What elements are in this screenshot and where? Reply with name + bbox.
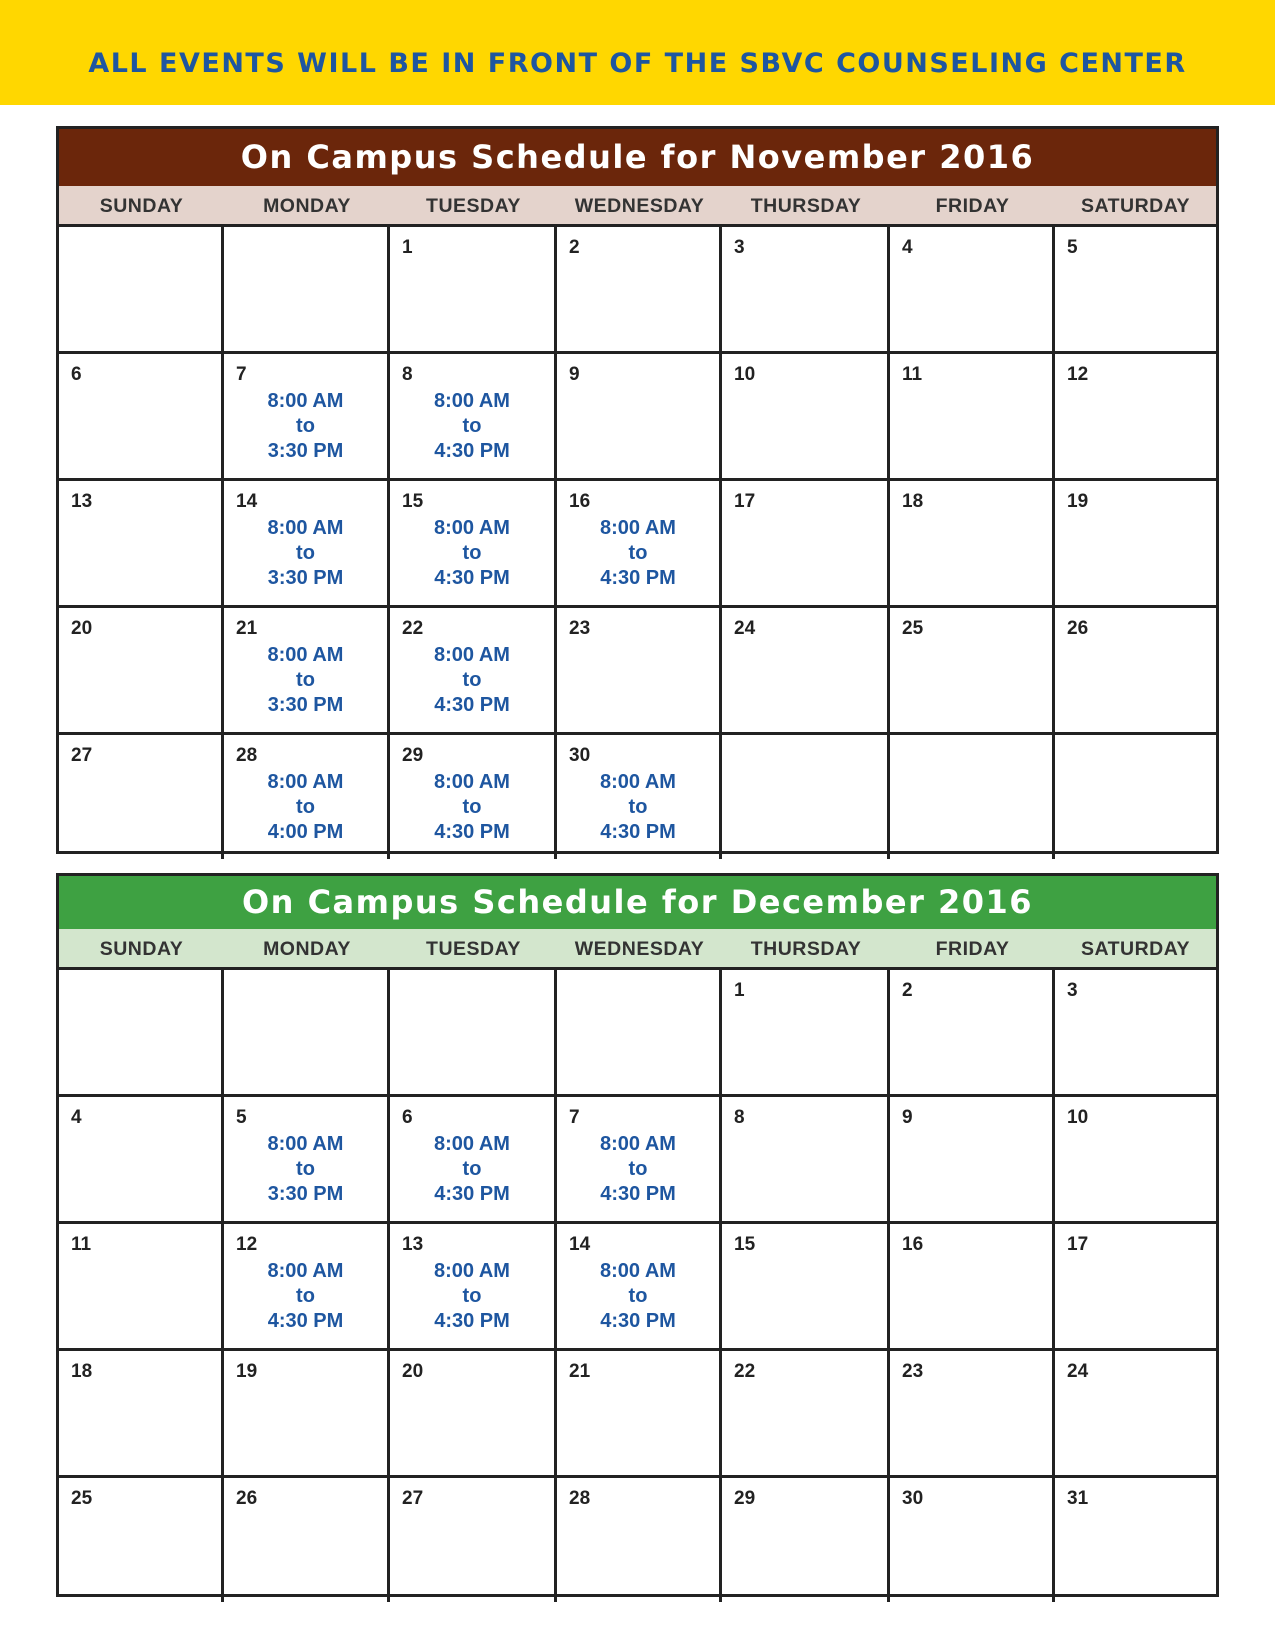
- event-time-start: 8:00 AM: [600, 1260, 676, 1282]
- day-cell: [890, 1478, 1055, 1602]
- day-cell: [1055, 735, 1216, 859]
- top-banner: [0, 0, 1275, 105]
- day-cell: [557, 735, 722, 859]
- day-cell: [390, 354, 557, 478]
- day-cell: [557, 608, 722, 732]
- event-time-end: 4:00 PM: [267, 821, 344, 843]
- date-number: 6: [71, 364, 82, 385]
- day-cell: [890, 735, 1055, 859]
- day-cell: [890, 608, 1055, 732]
- event-time-sep: to: [296, 542, 315, 564]
- date-number: 25: [71, 1488, 93, 1509]
- event-time-start: 8:00 AM: [434, 771, 510, 793]
- day-cell: [59, 970, 224, 1094]
- date-number: 9: [902, 1107, 913, 1128]
- day-cell: [59, 227, 224, 351]
- calendar-december: [56, 873, 1219, 1597]
- date-number: 26: [1067, 618, 1089, 639]
- day-cell: [890, 1224, 1055, 1348]
- date-number: 3: [1067, 980, 1078, 1001]
- event-time: [224, 516, 387, 591]
- day-cell: [722, 1097, 890, 1221]
- date-number: 26: [236, 1488, 258, 1509]
- event-time-start: 8:00 AM: [600, 1133, 676, 1155]
- day-cell: [224, 354, 390, 478]
- day-cell: [1055, 1097, 1216, 1221]
- date-number: 5: [1067, 237, 1078, 258]
- event-time-end: 4:30 PM: [434, 567, 510, 589]
- date-number: 14: [569, 1234, 591, 1255]
- weekday-label: SATURDAY: [1080, 195, 1191, 217]
- day-cell: [722, 735, 890, 859]
- date-number: 16: [569, 491, 591, 512]
- day-cell: [722, 481, 890, 605]
- date-number: 8: [402, 364, 413, 385]
- event-time: [557, 516, 719, 591]
- date-number: 29: [734, 1488, 756, 1509]
- day-cell: [557, 1224, 722, 1348]
- day-cell: [224, 1224, 390, 1348]
- day-cell: [59, 1351, 224, 1475]
- day-cell: [890, 354, 1055, 478]
- day-cell: [224, 227, 390, 351]
- date-number: 29: [402, 745, 424, 766]
- banner-text: ALL EVENTS WILL BE IN FRONT OF THE SBVC COUNSELING CENTER: [88, 48, 1187, 79]
- event-time-sep: to: [296, 669, 315, 691]
- calendar-grid: [59, 227, 1216, 859]
- date-number: 4: [902, 237, 913, 258]
- day-cell: [1055, 1224, 1216, 1348]
- date-number: 10: [1067, 1107, 1089, 1128]
- event-time-end: 4:30 PM: [434, 821, 510, 843]
- event-time-end: 3:30 PM: [267, 1183, 344, 1205]
- event-time: [224, 1259, 387, 1334]
- event-time-sep: to: [296, 796, 315, 818]
- event-time-start: 8:00 AM: [267, 1260, 344, 1282]
- day-cell: [557, 354, 722, 478]
- event-time-sep: to: [296, 1158, 315, 1180]
- day-cell: [390, 1097, 557, 1221]
- date-number: 22: [734, 1361, 756, 1382]
- date-number: 3: [734, 237, 745, 258]
- event-time-sep: to: [628, 796, 648, 818]
- day-cell: [59, 735, 224, 859]
- day-cell: [890, 227, 1055, 351]
- event-time-start: 8:00 AM: [600, 771, 676, 793]
- event-time-start: 8:00 AM: [434, 1133, 510, 1155]
- date-number: 25: [902, 618, 924, 639]
- event-time-start: 8:00 AM: [267, 390, 344, 412]
- week-row: [59, 1224, 1216, 1351]
- date-number: 17: [1067, 1234, 1089, 1255]
- date-number: 15: [402, 491, 424, 512]
- event-time-end: 4:30 PM: [267, 1310, 344, 1332]
- date-number: 11: [71, 1234, 92, 1255]
- day-cell: [59, 354, 224, 478]
- event-time-end: 4:30 PM: [600, 1183, 676, 1205]
- weekday-header-row: [59, 186, 1216, 227]
- day-cell: [557, 481, 722, 605]
- event-time-end: 3:30 PM: [267, 694, 344, 716]
- date-number: 12: [1067, 364, 1089, 385]
- date-number: 28: [569, 1488, 591, 1509]
- event-time-sep: to: [462, 415, 482, 437]
- date-number: 10: [734, 364, 756, 385]
- date-number: 24: [734, 618, 756, 639]
- day-cell: [722, 354, 890, 478]
- day-cell: [390, 608, 557, 732]
- date-number: 21: [236, 618, 258, 639]
- date-number: 24: [1067, 1361, 1089, 1382]
- day-cell: [890, 1351, 1055, 1475]
- event-time-start: 8:00 AM: [267, 771, 344, 793]
- weekday-label: SUNDAY: [99, 195, 184, 217]
- day-cell: [722, 970, 890, 1094]
- date-number: 31: [1067, 1488, 1089, 1509]
- day-cell: [390, 1351, 557, 1475]
- event-time-sep: to: [462, 1285, 482, 1307]
- event-time: [557, 770, 719, 845]
- date-number: 22: [402, 618, 424, 639]
- weekday-label: MONDAY: [263, 938, 351, 960]
- event-time: [390, 1259, 554, 1334]
- date-number: 1: [734, 980, 745, 1001]
- event-time-start: 8:00 AM: [434, 390, 510, 412]
- date-number: 21: [569, 1361, 591, 1382]
- date-number: 20: [402, 1361, 424, 1382]
- weekday-label: TUESDAY: [426, 938, 521, 960]
- weekday-header-row: [59, 929, 1216, 970]
- event-time-sep: to: [462, 796, 482, 818]
- day-cell: [890, 1097, 1055, 1221]
- date-number: 20: [71, 618, 93, 639]
- day-cell: [722, 1351, 890, 1475]
- day-cell: [890, 970, 1055, 1094]
- day-cell: [1055, 608, 1216, 732]
- day-cell: [557, 1351, 722, 1475]
- event-time: [390, 389, 554, 464]
- event-time-sep: to: [462, 669, 482, 691]
- week-row: [59, 970, 1216, 1097]
- day-cell: [390, 481, 557, 605]
- date-number: 14: [236, 491, 258, 512]
- day-cell: [1055, 481, 1216, 605]
- day-cell: [59, 1478, 224, 1602]
- date-number: 7: [236, 364, 247, 385]
- event-time-end: 3:30 PM: [267, 567, 344, 589]
- date-number: 13: [71, 491, 93, 512]
- date-number: 13: [402, 1234, 424, 1255]
- week-row: [59, 354, 1216, 481]
- week-row: [59, 227, 1216, 354]
- event-time-sep: to: [628, 1158, 648, 1180]
- event-time-start: 8:00 AM: [434, 1260, 510, 1282]
- day-cell: [1055, 354, 1216, 478]
- day-cell: [224, 1097, 390, 1221]
- event-time: [224, 643, 387, 718]
- date-number: 2: [569, 237, 580, 258]
- date-number: 12: [236, 1234, 258, 1255]
- day-cell: [390, 970, 557, 1094]
- day-cell: [390, 1478, 557, 1602]
- weekday-label: SATURDAY: [1080, 938, 1191, 960]
- date-number: 17: [734, 491, 756, 512]
- date-number: 30: [569, 745, 591, 766]
- date-number: 23: [902, 1361, 924, 1382]
- day-cell: [557, 1478, 722, 1602]
- day-cell: [224, 1351, 390, 1475]
- date-number: 15: [734, 1234, 756, 1255]
- event-time-start: 8:00 AM: [267, 1133, 344, 1155]
- day-cell: [557, 227, 722, 351]
- day-cell: [59, 608, 224, 732]
- event-time-start: 8:00 AM: [600, 517, 676, 539]
- week-row: [59, 1478, 1216, 1602]
- day-cell: [557, 970, 722, 1094]
- date-number: 16: [902, 1234, 924, 1255]
- day-cell: [722, 1224, 890, 1348]
- event-time: [224, 1132, 387, 1207]
- date-number: 1: [402, 237, 413, 258]
- event-time: [390, 516, 554, 591]
- day-cell: [890, 481, 1055, 605]
- event-time-start: 8:00 AM: [434, 517, 510, 539]
- date-number: 11: [902, 364, 923, 385]
- date-number: 8: [734, 1107, 745, 1128]
- weekday-label: FRIDAY: [935, 938, 1010, 960]
- event-time: [390, 770, 554, 845]
- date-number: 23: [569, 618, 591, 639]
- date-number: 5: [236, 1107, 247, 1128]
- weekday-label: WEDNESDAY: [574, 195, 705, 217]
- day-cell: [722, 227, 890, 351]
- date-number: 18: [902, 491, 924, 512]
- day-cell: [1055, 1478, 1216, 1602]
- day-cell: [1055, 1351, 1216, 1475]
- date-number: 28: [236, 745, 258, 766]
- weekday-label: SUNDAY: [99, 938, 184, 960]
- date-number: 6: [402, 1107, 413, 1128]
- calendar-november: [56, 126, 1219, 854]
- event-time: [390, 643, 554, 718]
- event-time: [557, 1132, 719, 1207]
- day-cell: [59, 1224, 224, 1348]
- event-time: [224, 770, 387, 845]
- day-cell: [390, 227, 557, 351]
- event-time: [557, 1259, 719, 1334]
- date-number: 9: [569, 364, 580, 385]
- event-time-end: 4:30 PM: [600, 821, 676, 843]
- calendar-grid: [59, 970, 1216, 1602]
- event-time-sep: to: [296, 415, 315, 437]
- event-time-sep: to: [296, 1285, 315, 1307]
- event-time-end: 3:30 PM: [267, 440, 344, 462]
- weekday-label: TUESDAY: [426, 195, 521, 217]
- event-time-end: 4:30 PM: [434, 1183, 510, 1205]
- event-time-start: 8:00 AM: [267, 644, 344, 666]
- weekday-label: THURSDAY: [750, 938, 862, 960]
- day-cell: [390, 735, 557, 859]
- date-number: 4: [71, 1107, 82, 1128]
- event-time: [390, 1132, 554, 1207]
- week-row: [59, 1097, 1216, 1224]
- event-time: [224, 389, 387, 464]
- day-cell: [224, 481, 390, 605]
- date-number: 19: [236, 1361, 258, 1382]
- week-row: [59, 735, 1216, 859]
- date-number: 27: [402, 1488, 424, 1509]
- event-time-sep: to: [628, 1285, 648, 1307]
- day-cell: [224, 1478, 390, 1602]
- event-time-start: 8:00 AM: [434, 644, 510, 666]
- event-time-end: 4:30 PM: [600, 1310, 676, 1332]
- week-row: [59, 608, 1216, 735]
- day-cell: [59, 1097, 224, 1221]
- event-time-end: 4:30 PM: [434, 694, 510, 716]
- date-number: 19: [1067, 491, 1089, 512]
- day-cell: [390, 1224, 557, 1348]
- day-cell: [1055, 227, 1216, 351]
- calendar-title: On Campus Schedule for December 2016: [59, 876, 1216, 929]
- calendar-title: On Campus Schedule for November 2016: [59, 129, 1216, 186]
- day-cell: [722, 608, 890, 732]
- weekday-label: WEDNESDAY: [574, 938, 705, 960]
- event-time-end: 4:30 PM: [600, 567, 676, 589]
- event-time-start: 8:00 AM: [267, 517, 344, 539]
- date-number: 18: [71, 1361, 93, 1382]
- event-time-end: 4:30 PM: [434, 1310, 510, 1332]
- day-cell: [1055, 970, 1216, 1094]
- event-time-end: 4:30 PM: [434, 440, 510, 462]
- event-time-sep: to: [462, 542, 482, 564]
- date-number: 2: [902, 980, 913, 1001]
- weekday-label: MONDAY: [263, 195, 351, 217]
- week-row: [59, 1351, 1216, 1478]
- day-cell: [59, 481, 224, 605]
- day-cell: [224, 608, 390, 732]
- date-number: 7: [569, 1107, 580, 1128]
- day-cell: [224, 735, 390, 859]
- weekday-label: THURSDAY: [750, 195, 862, 217]
- week-row: [59, 481, 1216, 608]
- date-number: 27: [71, 745, 93, 766]
- day-cell: [722, 1478, 890, 1602]
- event-time-sep: to: [462, 1158, 482, 1180]
- event-time-sep: to: [628, 542, 648, 564]
- day-cell: [224, 970, 390, 1094]
- weekday-label: FRIDAY: [935, 195, 1010, 217]
- date-number: 30: [902, 1488, 924, 1509]
- day-cell: [557, 1097, 722, 1221]
